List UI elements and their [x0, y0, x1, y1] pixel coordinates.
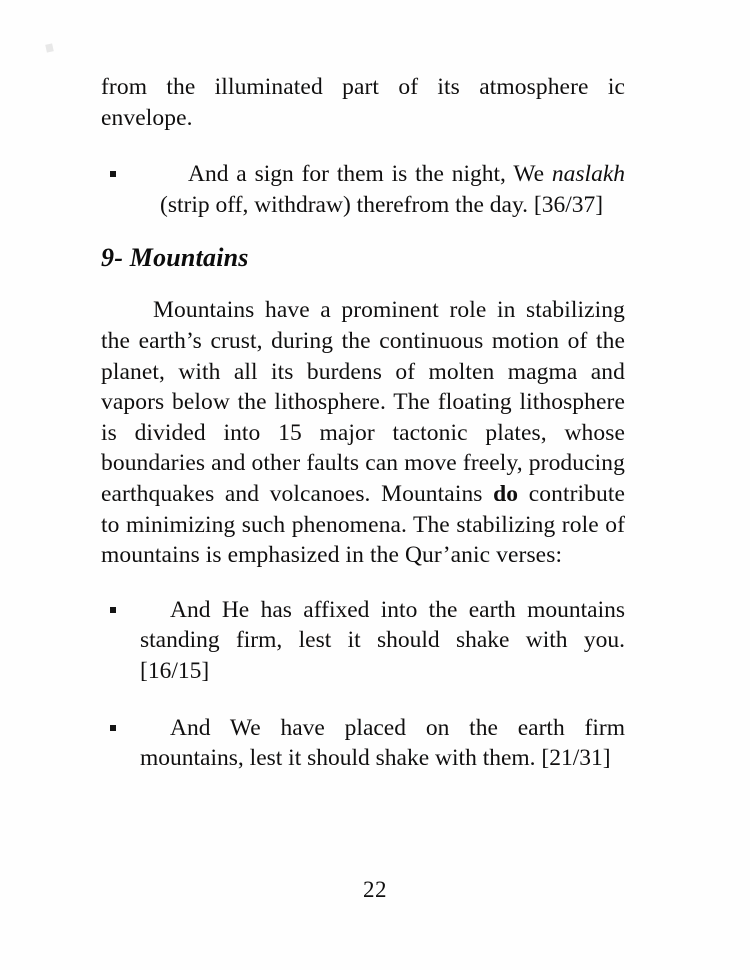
square-bullet-icon: [110, 607, 116, 613]
continued-paragraph: from the illuminated part of its atmosphere ic envelope.: [101, 74, 625, 131]
main-paragraph: [101, 295, 625, 570]
page-content: [101, 72, 625, 774]
quote-text: And He has affixed into the earth mountains standing firm, lest it should shake with you. [16/15]: [140, 596, 625, 684]
spacer: [101, 133, 625, 159]
spacer: [101, 571, 625, 595]
quote-list-top: [101, 159, 625, 220]
list-item: [101, 159, 625, 220]
main-paragraph-part-2: contribute to minimizing such phenomena. The stabilizing role of mountains is emphasized in the Qur’anic verses:: [101, 480, 625, 569]
quote-emphasis-naslakh: naslakh: [551, 161, 625, 188]
quote-text: And We have placed on the earth firm mountains, lest it should shake with them. [21/31]: [140, 714, 625, 772]
quote-text: [160, 159, 625, 220]
spacer: [101, 273, 625, 295]
scan-artifact-speck: [45, 43, 54, 52]
list-item: [101, 595, 625, 687]
section-heading: 9- Mountains: [101, 243, 249, 273]
spacer: [101, 687, 625, 713]
quote-list-bottom: [101, 595, 625, 774]
spacer: [101, 220, 625, 242]
square-bullet-icon: [110, 171, 116, 177]
quote-text-part-2: (strip off, withdraw) therefrom the day. [36/37]: [160, 191, 604, 218]
list-item: [101, 713, 625, 774]
main-paragraph-part-1: Mountains have a prominent role in stabilizing the earth’s crust, during the continuous motion of the planet, with all its burdens of molten magma and vapors below the lithosphere. The floating lithosphere is divided into 15 major tactonic plates, whose boundaries and other faults can move freely, producing earthquakes and volcanoes. Mountains: [101, 297, 625, 507]
quote-text-part-1: And a sign for them is the night, We: [188, 161, 552, 188]
main-paragraph-emphasis-do: do: [493, 480, 519, 507]
page-number: 22: [363, 877, 387, 902]
square-bullet-icon: [110, 725, 116, 731]
